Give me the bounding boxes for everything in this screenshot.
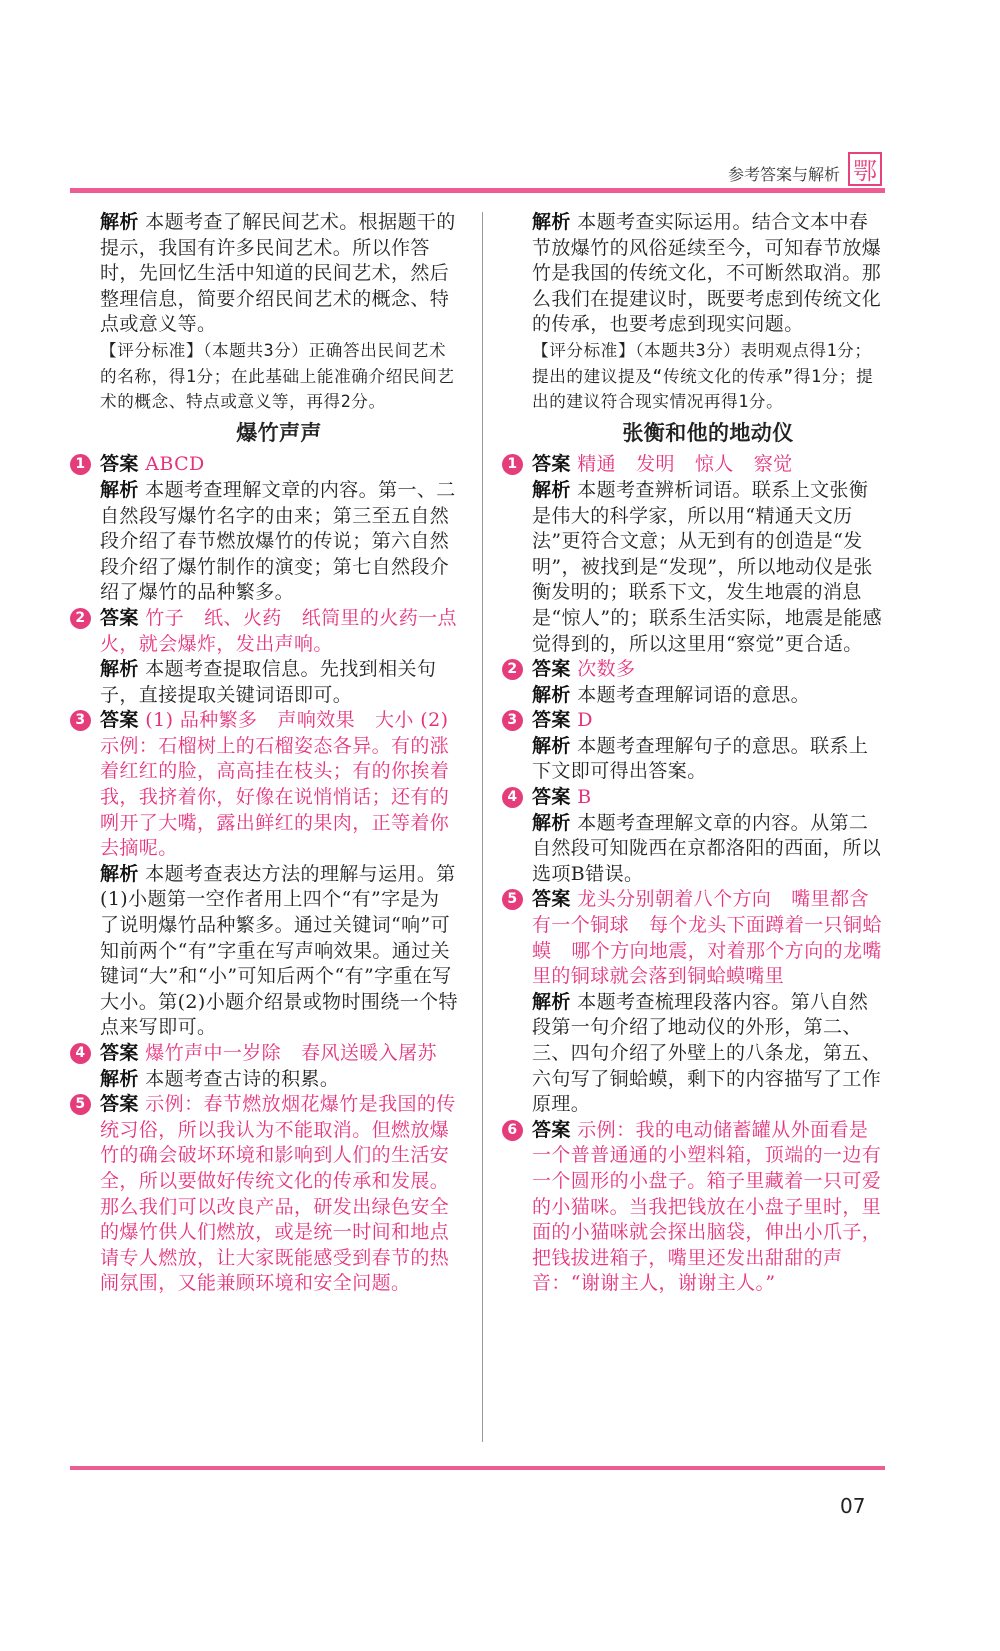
answer-label: 答案 [100,1093,139,1116]
answer-part: 惊人 [694,453,734,476]
analysis-text: 本题考查理解文章的内容。从第二自然段可知陇西在京都洛阳的西面，所以选项B错误。 [532,811,882,885]
question-2 [75,606,458,657]
analysis-text: 本题考查古诗的积累。 [145,1067,340,1090]
analysis-label: 解析 [100,478,139,501]
question-number-badge: 6 [502,1120,523,1141]
answer-part: 龙头分别朝着八个方向 [577,888,772,911]
analysis-text: 本题考查了解民间艺术。根据题干的提示，我国有许多民间艺术。所以作答时，先回忆生活中知道的民间艺术，然后整理信息，简要介绍民间艺术的概念、特点或意义等。 [100,211,456,336]
question-number-badge: 3 [502,710,523,731]
question-4-analysis [532,811,884,888]
answer-text: D [577,709,593,732]
question-3 [507,708,884,734]
question-4 [75,1041,458,1067]
question-2-analysis [100,657,458,708]
question-number-badge: 2 [502,659,523,680]
answer-text: ABCD [145,453,205,476]
answer-part: 察觉 [753,453,793,476]
header-label: 参考答案与解析 [727,165,840,184]
answer-part: (1) 品种繁多 [145,709,258,732]
answer-part: 纸筒里的火药一点火，就会爆炸，发出声响。 [100,606,457,655]
analysis-label: 解析 [100,211,139,233]
answer-part: 发明 [636,453,675,476]
answer-part: 大小 [375,709,414,732]
analysis-label: 解析 [532,478,571,501]
question-4-analysis [100,1067,458,1093]
answer-label: 答案 [100,606,139,629]
intro-analysis [100,210,458,338]
question-2 [507,657,884,683]
question-number-badge: 2 [70,608,91,629]
analysis-text: 本题考查理解词语的意思。 [577,683,811,706]
analysis-text: 本题考查辨析词语。联系上文张衡是伟大的科学家，所以用“精通天文历法”更符合文意；从无到有的创造是“发明”，被找到是“发现”，所以地动仪是张衡发明的；联系下文，发生地震的消息是“惊人”的；联系生活实际，地震是能感觉得到的，所以这里用“察觉”更合适。 [532,478,883,655]
question-number-badge: 5 [70,1094,91,1115]
analysis-label: 解析 [532,683,571,706]
question-2-analysis [532,683,884,709]
answer-part: (2) 示例：石榴树上的石榴姿态各异。有的涨着红红的脸，高高挂在枝头；有的你挨着我，我挤着你，好像在说悄悄话；还有的咧开了大嘴，露出鲜红的果肉，正等着你去摘呢。 [100,709,450,860]
question-number-badge: 5 [502,889,523,910]
answer-label: 答案 [100,1042,139,1064]
scoring-standard: 【评分标准】（本题共3分）表明观点得1分；提出的建议提及“传统文化的传承”得1分；提出的建议符合现实情况再得1分。 [532,340,874,412]
answer-part: 哪个方向地震，对着那个方向的龙嘴里的铜球就会落到铜蛤蟆嘴里 [532,939,882,988]
section-title-baozhu: 爆竹声声 [236,420,322,445]
question-1-analysis [100,478,458,606]
answer-part: 精通 [577,453,617,476]
question-5-analysis [532,990,884,1118]
analysis-label: 解析 [532,211,571,233]
analysis-text: 本题考查梳理段落内容。第八自然段第一句介绍了地动仪的外形，第二、三、四句介绍了外壁上的八条龙，第五、六句写了铜蛤蟆，剩下的内容描写了工作原理。 [532,990,882,1116]
answer-label: 答案 [532,453,571,476]
header-tab: 鄂 [848,152,882,186]
answer-part: 每个龙头下面蹲着一只铜蛤蟆 [532,914,882,962]
analysis-text: 本题考查理解句子的意思。联系上下文即可得出答案。 [532,734,869,783]
analysis-text: 本题考查提取信息。先找到相关句子，直接提取关键词语即可。 [100,658,437,706]
answer-part: 嘴里都含有一个铜球 [532,888,869,937]
question-3-analysis [532,734,884,785]
question-5 [507,887,884,989]
page-number: 07 [840,1494,866,1518]
question-1-analysis [532,478,884,657]
answer-label: 答案 [532,888,571,911]
right-column [507,210,884,1297]
answer-text: 示例：我的电动储蓄罐从外面看是一个普普通通的小塑料箱，顶端的一边有一个圆形的小盘子。箱子里藏着一只可爱的小猫咪。当我把钱放在小盘子里时，里面的小猫咪就会探出脑袋，伸出小爪子，把钱拔进箱子，嘴里还发出甜甜的声音：“谢谢主人，谢谢主人。” [532,1118,882,1295]
question-number-badge: 4 [70,1043,91,1064]
question-6 [507,1118,884,1297]
analysis-label: 解析 [532,811,571,834]
analysis-label: 解析 [100,862,139,885]
section-title-zhangheng: 张衡和他的地动仪 [622,420,794,445]
answer-part: 纸、火药 [204,606,282,629]
answer-label: 答案 [532,786,571,809]
q5-analysis-continued [532,210,884,338]
analysis-label: 解析 [100,1067,139,1090]
answer-text: 示例：春节燃放烟花爆竹是我国的传统习俗，所以我认为不能取消。但燃放爆竹的确会破坏环境和影响到人们的生活安全，所以要做好传统文化的传承和发展。那么我们可以改良产品，研发出绿色安全的爆竹供人们燃放，或是统一时间和地点请专人燃放，让大家既能感受到春节的热闹氛围，又能兼顾环境和安全问题。 [100,1093,456,1295]
analysis-label: 解析 [100,658,139,681]
question-3-analysis [100,862,458,1041]
left-column [75,210,458,1297]
answer-label: 答案 [532,1118,571,1141]
question-5 [75,1092,458,1297]
question-1 [507,452,884,478]
answer-part: 声响效果 [277,709,356,732]
answer-text: B [577,786,592,809]
answer-label: 答案 [532,709,571,732]
answer-text: 次数多 [577,658,636,681]
question-3 [75,708,458,862]
answer-label: 答案 [532,658,571,681]
answer-label: 答案 [100,709,139,732]
column-divider [482,212,483,1442]
question-number-badge: 4 [502,787,523,808]
question-number-badge: 1 [70,454,91,475]
bottom-rule [70,1466,885,1470]
analysis-text: 本题考查实际运用。结合文本中春节放爆竹的风俗延续至今，可知春节放爆竹是我国的传统文化，不可断然取消。那么我们在提建议时，既要考虑到传统文化的传承，也要考虑到现实问题。 [532,211,882,336]
answer-part: 竹子 [145,606,185,629]
analysis-text: 本题考查表达方法的理解与运用。第(1)小题第一空作者用上四个“有”字是为了说明爆竹品种繁多。通过关键词“响”可知前两个“有”字重在写声响效果。通过关键词“大”和“小”可知后两个“有”字重在写大小。第(2)小题介绍景或物时围绕一个特点来写即可。 [100,862,458,1039]
question-1 [75,452,458,478]
answer-part: 春风送暖入屠苏 [301,1042,437,1064]
question-number-badge: 3 [70,710,91,731]
analysis-label: 解析 [532,990,571,1013]
question-number-badge: 1 [502,454,523,475]
answer-label: 答案 [100,453,139,476]
analysis-label: 解析 [532,734,571,757]
scoring-standard: 【评分标准】（本题共3分）正确答出民间艺术的名称，得1分；在此基础上能准确介绍民间艺术的概念、特点或意义等，再得2分。 [100,340,455,412]
analysis-text: 本题考查理解文章的内容。第一、二自然段写爆竹名字的由来；第三至五自然段介绍了春节燃放爆竹的传说；第六自然段介绍了爆竹制作的演变；第七自然段介绍了爆竹的品种繁多。 [100,478,456,604]
top-rule [70,188,885,193]
question-4 [507,785,884,811]
answer-part: 爆竹声中一岁除 [145,1042,282,1064]
